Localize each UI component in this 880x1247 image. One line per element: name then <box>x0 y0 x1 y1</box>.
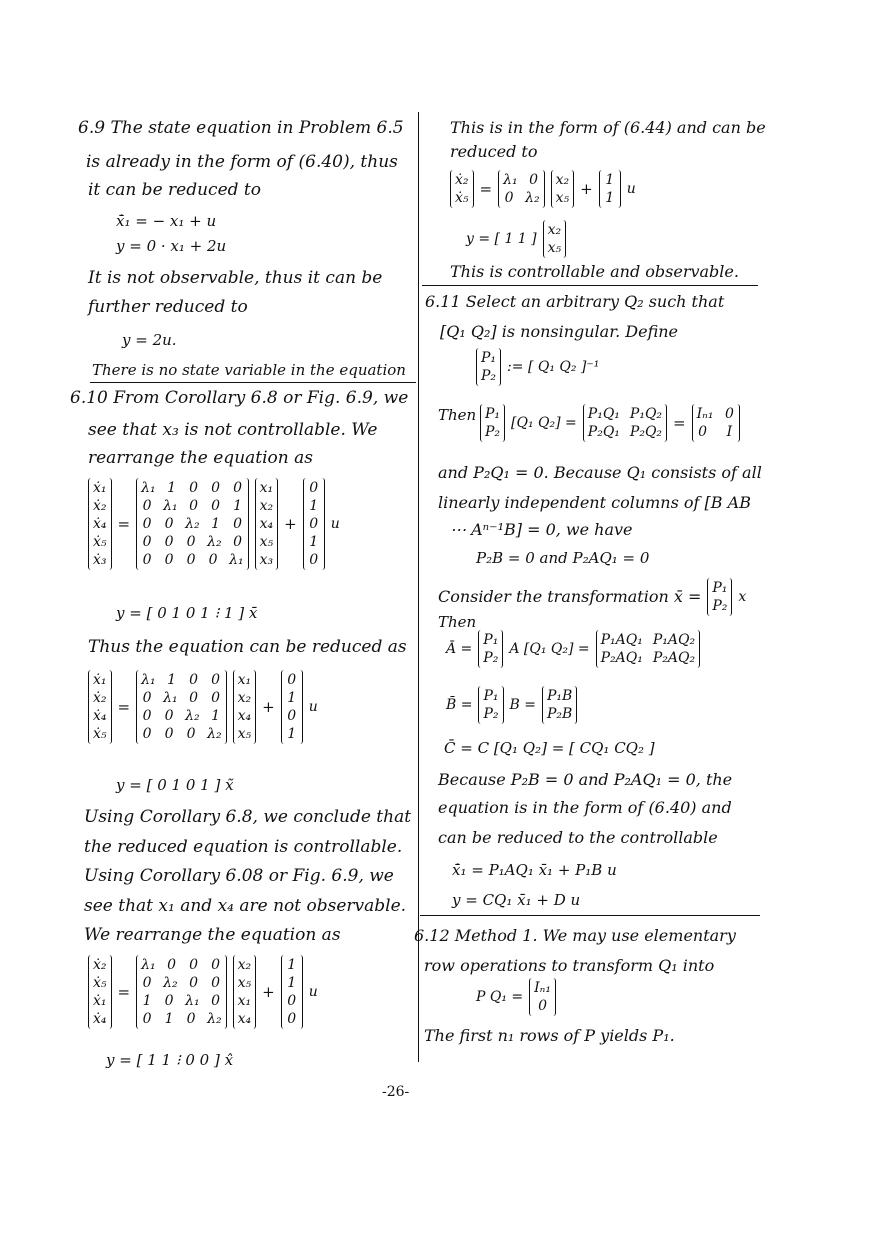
p611-prod-entry: P₁Q₂ <box>629 406 663 422</box>
m1-A-entry: 0 <box>142 534 152 550</box>
m3-A-entry: λ₂ <box>207 1011 222 1027</box>
abar-eq <box>446 630 700 668</box>
m1-A-entry: 0 <box>186 552 196 568</box>
bbar-eq <box>446 686 577 724</box>
p611-definition <box>476 348 599 386</box>
m3-x-entry: x₁ <box>237 993 252 1009</box>
p611-id-entry: Iₙ₁ <box>696 406 714 422</box>
m1-b <box>303 478 325 570</box>
p69-line1: 6.9 The state equation in Problem 6.5 <box>78 118 404 138</box>
m1-A-entry: 0 <box>211 498 221 514</box>
p611-prod-entry: P₂Q₂ <box>629 424 663 440</box>
abar-rhs <box>596 630 700 668</box>
m3-A-row <box>141 1010 222 1028</box>
m2-x-entry: x₂ <box>237 690 252 706</box>
p611-eq1: x̄̇₁ = P₁AQ₁ x̄₁ + P₁B u <box>452 861 617 879</box>
matrix-equation-1: ẋ₁ ẋ₂ ẋ₄ ẋ₅ ẋ₃ = λ₁ 1 0 0 0 0 λ₁ 0 0 1 0 0 λ₂ 1 0 0 0 0 λ₂ 0 0 0 0 0 λ₁ x₁ x₂ x₄ x₅ x₃ + 0 1 0 1 0 u <box>88 478 340 570</box>
m1-A-entry: λ₁ <box>163 498 178 514</box>
m3-A-row <box>141 992 222 1010</box>
m1-x-entry: x₁ <box>259 480 274 496</box>
p610-line4: Thus the equation can be reduced as <box>88 637 407 657</box>
p611-then: Then <box>438 406 477 424</box>
m1-A-entry: 0 <box>164 516 174 532</box>
m2-u: u <box>308 699 318 715</box>
m1-A-entry: λ₁ <box>229 552 244 568</box>
bbar-mid: B = <box>509 697 536 713</box>
p611-pv-entry: P₂ <box>485 424 501 440</box>
m3-x-entry: x₄ <box>237 1011 252 1027</box>
m2-A-entry: 0 <box>211 672 221 688</box>
m3-lhs-entry: ẋ₄ <box>93 1011 107 1027</box>
m2-A-row <box>141 671 222 689</box>
m2-A-row <box>141 707 222 725</box>
m2-x-entry: x₅ <box>237 726 252 742</box>
abar-p-vec <box>478 630 503 668</box>
m4-yx-entry: x₅ <box>547 240 562 256</box>
abar-rhs-entry: P₂AQ₁ <box>600 650 643 666</box>
m1-x-entry: x₅ <box>259 534 274 550</box>
m3-b <box>281 955 303 1029</box>
m3-b-entry: 1 <box>287 975 297 991</box>
p69-line2: is already in the form of (6.40), thus <box>86 152 398 172</box>
p611-id-row <box>697 423 736 441</box>
m2-lhs <box>88 670 112 744</box>
m4-A-entry: λ₂ <box>525 190 540 206</box>
m2-b-entry: 0 <box>287 672 297 688</box>
right-line3: This is controllable and observable. <box>450 262 739 281</box>
p611-identity <box>692 404 741 442</box>
m2-b <box>281 670 303 744</box>
m4-lhs <box>450 170 474 208</box>
m1-lhs-entry: ẋ₃ <box>93 552 107 568</box>
m2-A-entry: 1 <box>211 708 221 724</box>
m4-A-entry: 0 <box>529 172 539 188</box>
m3-A-entry: λ₁ <box>185 993 200 1009</box>
p611-product <box>583 404 667 442</box>
p610-line1: 6.10 From Corollary 6.8 or Fig. 6.9, we <box>70 388 409 408</box>
p611-prod-entry: P₂Q₁ <box>587 424 620 440</box>
m3-b-entry: 1 <box>287 957 297 973</box>
m1-lhs-entry: ẋ₂ <box>93 498 107 514</box>
m2-A-entry: 0 <box>142 690 152 706</box>
m1-lhs-entry: ẋ₅ <box>93 534 107 550</box>
m1-A-row <box>141 497 244 515</box>
bbar-pv-entry: P₂ <box>483 706 499 722</box>
m2-x-entry: x₄ <box>237 708 252 724</box>
m3-b-entry: 0 <box>287 993 297 1009</box>
p611-id-entry: 0 <box>698 424 708 440</box>
p611-product-eq: P₁ P₂ [Q₁ Q₂] = P₁Q₁ P₁Q₂ P₂Q₁ P₂Q₂ = Iₙ₁ 0 0 I <box>480 404 740 442</box>
abar-pv-entry: P₂ <box>483 650 499 666</box>
m4-x <box>551 170 575 208</box>
m1-A-entry: 0 <box>164 534 174 550</box>
p611-line3: and P₂Q₁ = 0. Because Q₁ consists of all <box>438 463 762 482</box>
m3-A-entry: λ₂ <box>163 975 178 991</box>
p612-line3: The first n₁ rows of P yields P₁. <box>424 1026 675 1045</box>
m1-A-entry: 0 <box>142 516 152 532</box>
m1-A-row <box>141 551 244 569</box>
m1-A-entry: 0 <box>142 552 152 568</box>
p612-pq-rhs <box>529 978 556 1016</box>
m2-A-entry: 0 <box>164 726 174 742</box>
m3-lhs-entry: ẋ₅ <box>93 975 107 991</box>
m1-lhs-entry: ẋ₄ <box>93 516 107 532</box>
bbar-pv-entry: P₁ <box>483 688 499 704</box>
m4-output-x <box>543 220 567 258</box>
p611-p-vec <box>480 404 505 442</box>
m2-lhs-entry: ẋ₁ <box>93 672 107 688</box>
separator-right-1 <box>422 285 758 286</box>
m3-A-entry: 1 <box>142 993 152 1009</box>
m4-A <box>498 170 545 208</box>
m1-A-entry: 0 <box>142 498 152 514</box>
m2-A-entry: 0 <box>189 690 199 706</box>
matrix-equation-3: ẋ₂ ẋ₅ ẋ₁ ẋ₄ = λ₁ 0 0 0 0 λ₂ 0 0 1 0 λ₁ 0 0 1 0 λ₂ x₂ x₅ x₁ x₄ + 1 1 0 0 u <box>88 955 318 1029</box>
m2-lhs-entry: ẋ₅ <box>93 726 107 742</box>
m4-b <box>599 170 621 208</box>
bbar-rhs-entry: P₂B <box>546 706 573 722</box>
p611-prod-entry: P₁Q₁ <box>587 406 620 422</box>
m4-x-entry: x₅ <box>555 190 570 206</box>
p69-eq3: y = 2u. <box>122 331 177 349</box>
page-number: -26- <box>382 1084 410 1100</box>
m3-A-entry: 0 <box>211 957 221 973</box>
abar-rhs-entry: P₁AQ₂ <box>652 632 696 648</box>
m1-A-row <box>141 533 244 551</box>
m1-b-entry: 0 <box>309 516 319 532</box>
m1-A-entry: 0 <box>208 552 218 568</box>
m1-lhs <box>88 478 112 570</box>
m4-A-entry: λ₁ <box>503 172 518 188</box>
abar-rhs-entry: P₂AQ₂ <box>652 650 696 666</box>
m2-b-entry: 1 <box>287 726 297 742</box>
m1-A-row <box>141 515 244 533</box>
m1-A-entry: 0 <box>233 534 243 550</box>
m1-A-entry: 0 <box>233 516 243 532</box>
m2-A-entry: 0 <box>189 672 199 688</box>
matrix-equation-2: ẋ₁ ẋ₂ ẋ₄ ẋ₅ = λ₁ 1 0 0 0 λ₁ 0 0 0 0 λ₂ 1 0 0 0 λ₂ x₁ x₂ x₄ x₅ + 0 1 0 1 u <box>88 670 318 744</box>
m4-lhs-entry: ẋ₅ <box>455 190 469 206</box>
p611-prod-row <box>588 423 662 441</box>
m1-A-entry: λ₁ <box>141 480 156 496</box>
p612-pq-eq <box>476 978 556 1016</box>
p69-eq2: y = 0 · x₁ + 2u <box>116 237 227 255</box>
m2-x <box>233 670 257 744</box>
m4-u: u <box>626 181 636 197</box>
matrix-equation-4: ẋ₂ ẋ₅ = λ₁ 0 0 λ₂ x₂ x₅ + 1 1 u <box>450 170 636 208</box>
m2-A-row <box>141 689 222 707</box>
m1-x-entry: x₄ <box>259 516 274 532</box>
bbar-rhs <box>542 686 577 724</box>
p611-line8: Because P₂B = 0 and P₂AQ₁ = 0, the <box>438 770 733 789</box>
p612-line2: row operations to transform Q₁ into <box>424 956 715 975</box>
p611-tv-entry: P₁ <box>712 580 728 596</box>
m2-A-entry: 0 <box>142 708 152 724</box>
p69-line3: it can be reduced to <box>88 180 261 200</box>
m2-A-entry: λ₂ <box>207 726 222 742</box>
m1-A-entry: 0 <box>186 534 196 550</box>
m2-A-row <box>141 725 222 743</box>
m3-x-entry: x₂ <box>237 957 252 973</box>
m3-A-entry: 0 <box>164 993 174 1009</box>
m2-A-entry: 0 <box>211 690 221 706</box>
abar-lhs: Ā = <box>446 641 473 657</box>
bbar-p-vec <box>478 686 503 724</box>
p611-pv-entry: P₁ <box>485 406 501 422</box>
m3-A-row <box>141 956 222 974</box>
p611-line10: can be reduced to the controllable <box>438 828 718 847</box>
m2-A-entry: 0 <box>142 726 152 742</box>
abar-pv-entry: P₁ <box>483 632 499 648</box>
m2-A <box>136 670 227 744</box>
m3-b-entry: 0 <box>287 1011 297 1027</box>
m1-A-entry: λ₂ <box>207 534 222 550</box>
m3-A-entry: 0 <box>211 993 221 1009</box>
m1-A-entry: λ₂ <box>185 516 200 532</box>
p610-line6: the reduced equation is controllable. <box>84 837 403 857</box>
m4-lhs-entry: ẋ₂ <box>455 172 469 188</box>
m1-A-entry: 0 <box>189 498 199 514</box>
m1-A-entry: 0 <box>164 552 174 568</box>
p612-rhs-entry: 0 <box>538 998 548 1014</box>
m2-lhs-entry: ẋ₂ <box>93 690 107 706</box>
m2-output-eq: y = [ 0 1 0 1 ] x̃ <box>116 776 234 794</box>
p69-line6: There is no state variable in the equation <box>92 361 406 379</box>
m3-lhs-entry: ẋ₁ <box>93 993 107 1009</box>
p69-line4: It is not observable, thus it can be <box>88 268 383 288</box>
m2-A-entry: 1 <box>167 672 177 688</box>
p611-eq2: y = CQ₁ x̄₁ + D u <box>452 891 581 909</box>
p611-eq-mid: [Q₁ Q₂] = <box>511 415 577 431</box>
right-line1: This is in the form of (6.44) and can be <box>450 118 766 137</box>
m2-x-entry: x₁ <box>237 672 252 688</box>
m2-b-entry: 1 <box>287 690 297 706</box>
p611-then2: Then <box>438 613 477 631</box>
m3-A <box>136 955 227 1029</box>
p612-rhs-entry: Iₙ₁ <box>534 980 551 996</box>
m2-A-entry: λ₂ <box>185 708 200 724</box>
m3-A-entry: λ₁ <box>141 957 156 973</box>
p69-eq1: x̄̇₁ = − x₁ + u <box>116 212 217 230</box>
p611-tv-entry: P₂ <box>712 598 728 614</box>
p611-prod-row <box>588 405 662 423</box>
p611-id-entry: 0 <box>724 406 734 422</box>
m4-b-entry: 1 <box>605 190 615 206</box>
p611-id-row <box>697 405 736 423</box>
p611-def-entry: P₁ <box>481 350 497 366</box>
p611-line1: 6.11 Select an arbitrary Q₂ such that <box>425 292 725 311</box>
p612-line1: 6.12 Method 1. We may use elementary <box>414 926 736 945</box>
m1-b-entry: 1 <box>309 534 319 550</box>
m1-output-eq: y = [ 0 1 0 1 ⁝ 1 ] x̄ <box>116 604 258 622</box>
right-line2: reduced to <box>450 142 538 161</box>
m3-x-entry: x₅ <box>237 975 252 991</box>
m1-u: u <box>330 516 340 532</box>
p611-line9: equation is in the form of (6.40) and <box>438 798 732 817</box>
m3-A-entry: 1 <box>164 1011 174 1027</box>
p610-line7: Using Corollary 6.08 or Fig. 6.9, we <box>84 866 394 886</box>
separator-right-2 <box>420 915 760 916</box>
m2-A-entry: 0 <box>164 708 174 724</box>
m1-x <box>255 478 279 570</box>
p612-pq: P Q₁ = <box>476 989 524 1005</box>
m3-A-entry: 0 <box>167 957 177 973</box>
bbar-rhs-entry: P₁B <box>546 688 573 704</box>
m4-b-entry: 1 <box>605 172 615 188</box>
m1-A <box>136 478 249 570</box>
m2-lhs-entry: ẋ₄ <box>93 708 107 724</box>
m3-A-row <box>141 974 222 992</box>
p610-line8: see that x₁ and x₄ are not observable. <box>84 896 407 916</box>
p611-id-entry: I <box>726 424 733 440</box>
m3-lhs-entry: ẋ₂ <box>93 957 107 973</box>
p610-line9: We rearrange the equation as <box>84 925 341 945</box>
m3-A-entry: 0 <box>211 975 221 991</box>
m4-A-row <box>503 189 540 207</box>
m3-u: u <box>308 984 318 1000</box>
bbar-lhs: B̄ = <box>446 697 473 713</box>
m1-x-entry: x₃ <box>259 552 274 568</box>
p611-line5: ⋯ Aⁿ⁻¹B] = 0, we have <box>450 520 633 539</box>
separator-6-9 <box>90 382 416 383</box>
m4-yx-entry: x₂ <box>547 222 562 238</box>
m1-A-entry: 1 <box>167 480 177 496</box>
p611-line7: Consider the transformation x̄ = <box>438 587 702 606</box>
m2-A-entry: λ₁ <box>163 690 178 706</box>
m1-A-entry: 1 <box>211 516 221 532</box>
p69-line5: further reduced to <box>88 297 248 317</box>
m4-A-entry: 0 <box>504 190 514 206</box>
m3-A-entry: 0 <box>142 975 152 991</box>
m4-output-text: y = [ 1 1 ] <box>466 231 537 247</box>
p611-def-entry: P₂ <box>481 368 497 384</box>
m1-b-entry: 0 <box>309 552 319 568</box>
m1-x-entry: x₂ <box>259 498 274 514</box>
abar-rhs-row <box>601 649 695 667</box>
m1-A-entry: 0 <box>189 480 199 496</box>
m1-lhs-entry: ẋ₁ <box>93 480 107 496</box>
m1-A-entry: 1 <box>233 498 243 514</box>
m1-A-row <box>141 479 244 497</box>
p611-def-lhs <box>476 348 501 386</box>
m3-A-entry: 0 <box>189 957 199 973</box>
m3-output-eq: y = [ 1 1 ⁝ 0 0 ] x̂ <box>106 1051 234 1069</box>
abar-mid: A [Q₁ Q₂] = <box>509 641 590 657</box>
m3-A-entry: 0 <box>186 1011 196 1027</box>
p611-line6: P₂B = 0 and P₂AQ₁ = 0 <box>476 549 650 567</box>
m4-output-eq <box>466 220 566 258</box>
abar-rhs-entry: P₁AQ₁ <box>600 632 643 648</box>
m2-A-entry: λ₁ <box>141 672 156 688</box>
m1-A-entry: 0 <box>233 480 243 496</box>
m3-x <box>233 955 257 1029</box>
m3-lhs <box>88 955 112 1029</box>
abar-rhs-row <box>601 631 695 649</box>
m1-b-entry: 1 <box>309 498 319 514</box>
m2-A-entry: 0 <box>186 726 196 742</box>
cbar-eq: C̄ = C [Q₁ Q₂] = [ CQ₁ CQ₂ ] <box>444 739 655 757</box>
p611-def-rhs: := [ Q₁ Q₂ ]⁻¹ <box>507 359 600 375</box>
p611-line4: linearly independent columns of [B AB <box>438 493 751 512</box>
m1-b-entry: 0 <box>309 480 319 496</box>
p611-line7b: x <box>738 589 747 605</box>
m3-A-entry: 0 <box>142 1011 152 1027</box>
p610-line5: Using Corollary 6.8, we conclude that <box>84 807 412 827</box>
m1-A-entry: 0 <box>211 480 221 496</box>
p610-line2: see that x₃ is not controllable. We <box>88 420 378 440</box>
m2-b-entry: 0 <box>287 708 297 724</box>
p611-transform-vec <box>707 578 732 616</box>
m4-A-row <box>503 171 540 189</box>
m3-A-entry: 0 <box>189 975 199 991</box>
column-divider <box>418 112 419 1062</box>
p610-line3: rearrange the equation as <box>88 448 313 468</box>
p611-line2: [Q₁ Q₂] is nonsingular. Define <box>440 322 679 341</box>
m4-x-entry: x₂ <box>555 172 570 188</box>
p611-transformation <box>438 578 746 616</box>
